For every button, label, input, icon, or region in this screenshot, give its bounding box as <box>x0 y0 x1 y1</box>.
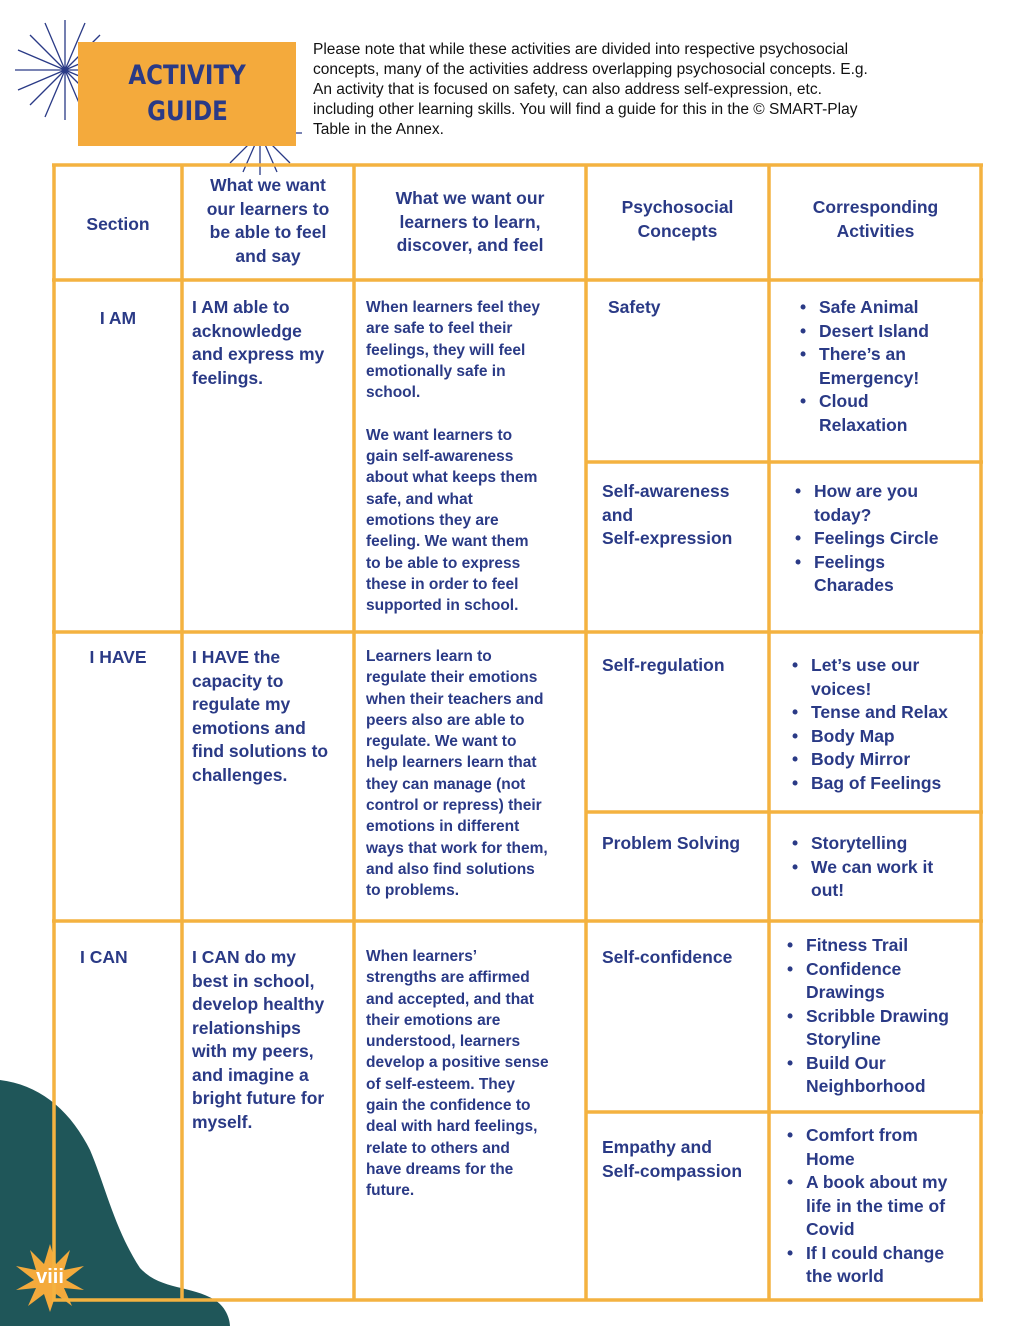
header-line: discover, and feel <box>396 235 544 255</box>
text-line: are safe to feel their <box>366 320 513 338</box>
activity-item: • Cloud Relaxation <box>819 390 999 437</box>
page-number: viii <box>36 1266 64 1288</box>
activity-item: • How are you today? <box>814 480 999 527</box>
text-line: regulate my <box>192 694 291 714</box>
text-line: peers also are able to <box>366 711 525 729</box>
text-line: strengths are affirmed <box>366 969 530 987</box>
activity-item: • Feelings Charades <box>814 551 999 598</box>
text-line: supported in school. <box>366 597 519 615</box>
activity-item: • Build Our Neighborhood <box>806 1052 999 1099</box>
text-line: with my peers, <box>192 1041 314 1061</box>
concept-name: Problem Solving <box>602 833 741 853</box>
text-line: and accepted, and that <box>366 990 534 1008</box>
text-line: school. <box>366 384 421 402</box>
activities-safety <box>799 296 999 437</box>
text-line: relationships <box>192 1017 301 1038</box>
activity-item: • Body Mirror <box>811 748 999 772</box>
activity-item: • Safe Animal <box>819 296 999 320</box>
text-line: have dreams for the <box>366 1160 514 1178</box>
header-line: Concepts <box>637 220 718 241</box>
header-line: What we want <box>210 175 326 195</box>
text-line: these in order to feel <box>366 575 519 593</box>
column-header-section <box>58 213 178 237</box>
activities-self-awareness <box>794 480 999 598</box>
text-line: best in school, <box>192 970 315 991</box>
text-line: develop a positive sense <box>366 1054 549 1072</box>
activity-item: • We can work it out! <box>811 856 999 903</box>
header-line: Activities <box>836 220 915 241</box>
note-line: including other learning skills. You will find a guide for this in the © SMART-Play <box>313 101 858 118</box>
activity-item: • Bag of Feelings <box>811 772 999 796</box>
concept-name: and <box>602 504 634 525</box>
note-line: Please note that while these activities are divided into respective psychosocial <box>313 41 849 58</box>
text-line: ways that work for them, <box>366 839 548 857</box>
header-line: Corresponding <box>812 197 939 217</box>
activity-item: • Tense and Relax <box>811 701 999 725</box>
text-line: gain self-awareness <box>366 448 514 466</box>
text-line: understood, learners <box>366 1033 521 1051</box>
concept-self-confidence <box>602 946 767 970</box>
text-line: find solutions to <box>192 741 329 761</box>
text-line: relate to others and <box>366 1139 510 1157</box>
activities-self-confidence <box>786 934 999 1099</box>
section-label-i-can <box>58 946 178 970</box>
activity-item: • Fitness Trail <box>806 934 999 958</box>
activity-item: • A book about my life in the time of Covid <box>806 1171 999 1242</box>
header-line: What we want our <box>395 188 545 208</box>
activity-item: • Storytelling <box>811 832 999 856</box>
text-line: and also find solutions <box>366 860 535 878</box>
concept-safety <box>608 296 763 320</box>
text-line: when their teachers and <box>366 690 544 708</box>
learn-i-am <box>366 297 584 616</box>
text-line: to be able to express <box>366 554 521 572</box>
text-line: to problems. <box>366 882 460 900</box>
concept-name: Self-confidence <box>602 947 733 967</box>
text-line: challenges. <box>192 764 288 785</box>
text-line: capacity to <box>192 670 284 691</box>
header-line: our learners to <box>206 198 330 219</box>
text-line: feelings. <box>192 367 263 388</box>
concept-name: Empathy and <box>602 1137 712 1157</box>
activity-item: • Comfort from Home <box>806 1124 999 1171</box>
text-line: they can manage (not <box>366 775 526 793</box>
column-header-feel-say <box>186 174 350 268</box>
note-line: Table in the Annex. <box>313 121 444 138</box>
learn-i-have <box>366 646 584 902</box>
header-line: be able to feel <box>209 222 327 242</box>
note-line: An activity that is focused on safety, can also address self-expression, etc. <box>313 81 822 98</box>
text-line: control or repress) their <box>366 797 542 815</box>
text-line: deal with hard feelings, <box>366 1118 538 1136</box>
column-header-concepts <box>590 196 765 243</box>
activity-item: • Confidence Drawings <box>806 958 999 1005</box>
learn-i-can <box>366 946 584 1202</box>
text-line: help learners learn that <box>366 754 537 772</box>
text-line: and imagine a <box>192 1064 309 1085</box>
tag-title-line-1: ACTIVITY <box>128 60 246 91</box>
feel-say-i-am <box>192 296 352 390</box>
text-line: gain the confidence to <box>366 1097 531 1115</box>
activity-item: • Desert Island <box>819 320 999 344</box>
header-line: learners to learn, <box>399 211 541 232</box>
header-line: and say <box>235 245 301 266</box>
concept-problem-solving <box>602 832 767 856</box>
activity-item: • Feelings Circle <box>814 527 999 551</box>
header-line: Section <box>86 214 150 234</box>
concept-self-regulation <box>602 654 767 678</box>
concept-name: Self-awareness <box>602 481 730 501</box>
concept-empathy <box>602 1136 767 1183</box>
concept-name: Self-compassion <box>602 1160 743 1181</box>
activity-item: • If I could change the world <box>806 1242 999 1289</box>
text-line: of self-esteem. They <box>366 1075 516 1093</box>
feel-say-i-have <box>192 646 352 787</box>
text-line: Learners learn to <box>366 648 492 665</box>
text-line: emotionally safe in <box>366 362 506 380</box>
text-line: and express my <box>192 344 325 364</box>
text-line: myself. <box>192 1111 253 1132</box>
activity-item: • Scribble Drawing Storyline <box>806 1005 999 1052</box>
activities-problem-solving <box>791 832 999 903</box>
feel-say-i-can <box>192 946 352 1134</box>
text-line: When learners’ <box>366 948 478 965</box>
section-label-text: I CAN <box>80 947 128 967</box>
concept-name: Self-expression <box>602 528 733 548</box>
text-line: regulate their emotions <box>366 669 538 687</box>
section-label-i-have: I HAVE <box>89 647 147 667</box>
tag-title-line-2: GUIDE <box>146 96 228 127</box>
concept-name: Self-regulation <box>602 655 725 675</box>
column-header-learn <box>358 187 582 258</box>
text-line: I CAN do my <box>192 947 297 967</box>
concept-name: Safety <box>608 297 661 317</box>
text-line <box>366 403 584 424</box>
text-line: feeling. We want them <box>366 533 529 551</box>
header-line: Psychosocial <box>621 197 734 217</box>
text-line: I HAVE the <box>192 647 281 667</box>
text-line: about what keeps them <box>366 469 538 487</box>
text-line: acknowledge <box>192 320 302 341</box>
text-line: We want learners to <box>366 426 513 444</box>
activities-empathy <box>786 1124 999 1289</box>
text-line: emotions and <box>192 717 306 738</box>
activity-item: • There’s an Emergency! <box>819 343 999 390</box>
activity-item: • Body Map <box>811 725 999 749</box>
text-line: When learners feel they <box>366 299 541 316</box>
concept-self-awareness <box>602 480 767 551</box>
text-line: bright future for <box>192 1088 325 1108</box>
text-line: emotions in different <box>366 818 520 836</box>
activities-self-regulation <box>791 654 999 795</box>
text-line: safe, and what <box>366 490 473 508</box>
text-line: their emotions are <box>366 1011 501 1029</box>
section-label-i-am: I AM <box>99 308 137 328</box>
column-header-activities <box>773 196 978 243</box>
text-line: feelings, they will feel <box>366 341 526 359</box>
activity-item: • Let’s use our voices! <box>811 654 999 701</box>
text-line: I AM able to <box>192 297 290 317</box>
text-line: develop healthy <box>192 994 325 1014</box>
text-line: regulate. We want to <box>366 733 517 751</box>
text-line: future. <box>366 1182 415 1200</box>
note-line: concepts, many of the activities address overlapping psychosocial concepts. E.g. <box>313 61 868 78</box>
text-line: emotions they are <box>366 511 499 529</box>
